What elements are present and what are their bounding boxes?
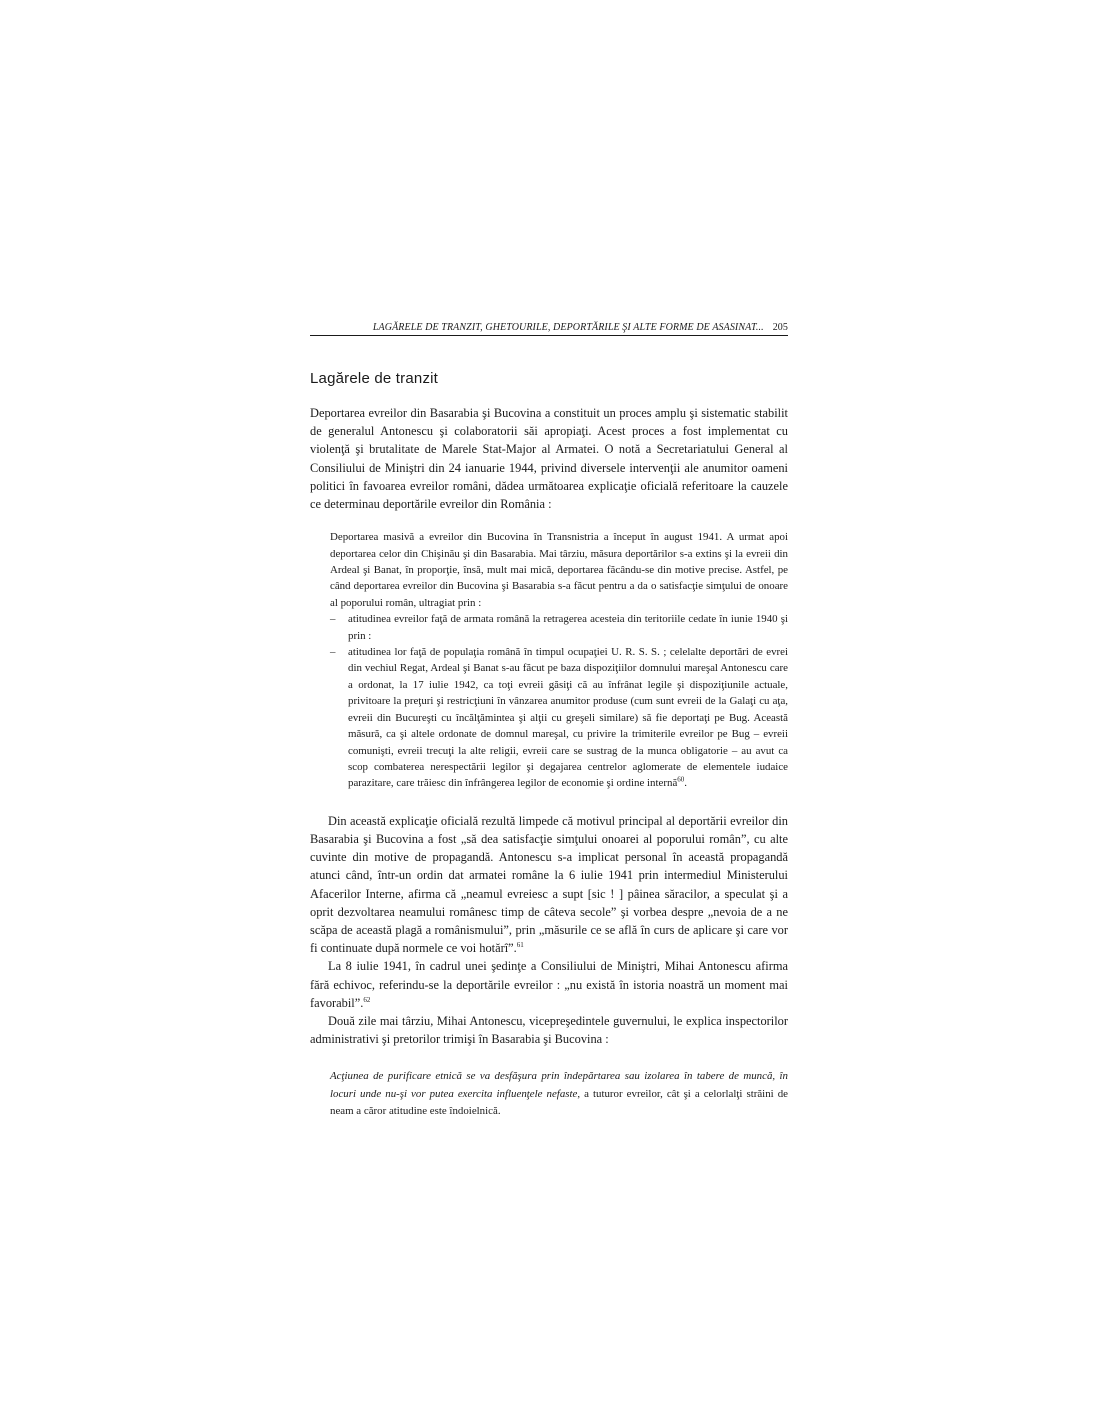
page-number: 205 (772, 322, 788, 333)
block-quote-purification (330, 1068, 788, 1121)
list-dash: – (330, 613, 336, 626)
paragraph-two-days-later: Două zile mai târziu, Mihai Antonescu, vicepreşedintele guvernului, le explica inspectorilor administrativi şi pretorilor trimişi în Basarabia şi Bucovina : (310, 1013, 788, 1047)
quote-list-item (330, 644, 788, 792)
quote-text-lead: Acţiunea de purificare etnică se va desfăşura (330, 1070, 542, 1083)
paragraph-intro: Deportarea evreilor din Basarabia şi Bucovina a constituit un proces amplu şi sistematic stabilit de generalul Antonescu şi colaboratorii săi apropiaţi. Acest proces a fost implementat cu violenţă şi brutalitate de Marele Stat-Major al Armatei. O notă a Secretariatului General al Consiliului de Miniştri din 24 ianuarie 1944, privind diversele intervenţii ale anumitor oameni politici în favoarea evreilor români, dădea următoarea explicaţie oficială referitoare la cauzele ce determinau deportările evreilor din România : (310, 406, 788, 512)
paragraph-council-meeting (310, 957, 788, 1012)
paragraph-text: La 8 iulie 1941, în cadrul unei şedinţe a Consiliului de Miniştri, Mihai Antonescu afirma fără echivoc, referindu-se la deportările evreilor : „nu există în istoria noastră un moment mai favorabil”. (310, 959, 788, 1010)
quote-text-emphasis: prin îndepărtarea sau izolarea în tabere de muncă, în locuri unde nu-şi vor putea exercita influenţele nefaste (330, 1070, 789, 1100)
paragraph-text: Din această explicaţie oficială rezultă limpede că motivul principal al deportării evreilor din Basarabia şi Bucovina a fost „să dea satisfacţie simţului onoarei al poporului român”, cu alte cuvinte din motive de propagandă. Antonescu s-a implicat personal în această propagandă atunci când, într-un ordin dat armatei române la 6 iulie 1941 prin intermediul Ministerului Afacerilor Interne, afirma că „neamul evreiesc a supt [sic ! ] pâinea săracilor, a speculat şi a oprit dezvoltarea neamului românesc timp de câteva secole” şi vorbea despre „nevoia de a ne scăpa de această plagă a românismului”, prin „măsurile ce se află în curs de aplicare şi care vor fi continuate după normele ce voi hotărî”. (310, 813, 788, 956)
block-quote-official-note (330, 529, 788, 792)
running-header (310, 322, 788, 336)
quote-list-item-tail: . (684, 777, 688, 790)
quote-intro: Deportarea masivă a evreilor din Bucovina în Transnistria a început în august 1941. A urmat apoi deportarea celor din Chişinău şi din Basarabia. Mai târziu, măsura deportărilor s-a extins şi la evreii din Ardeal şi Banat, în proporţie, însă, mult mai mică, deportarea făcându-se din motive precise. Astfel, pe când deportarea evreilor din Bucovina şi Basarabia s-a făcut pentru a da o satisfacţie simţului de onoare al poporului român, ultragiat prin : (330, 531, 788, 609)
quote-text-tail: , a tuturor evreilor, cât şi a celorlalţi străini de neam a căror atitudine este îndoielnică. (330, 1087, 788, 1118)
running-title: LAGĂRELE DE TRANZIT, GHETOURILE, DEPORTĂRILE ŞI ALTE FORME DE ASASINAT... (372, 322, 764, 333)
footnote-ref[interactable]: 62 (363, 995, 371, 1004)
book-page (310, 322, 788, 1121)
paragraph-explanation (310, 812, 788, 958)
list-dash: – (330, 646, 336, 659)
footnote-ref[interactable]: 61 (516, 941, 524, 950)
quote-list (330, 611, 788, 791)
quote-list-item-text: atitudinea evreilor faţă de armata română la retragerea acesteia din teritoriile cedate în iunie 1940 şi prin : (348, 613, 788, 642)
quote-list-item (330, 611, 788, 644)
section-heading: Lagărele de tranzit (310, 370, 439, 387)
quote-list-item-text: atitudinea lor faţă de populaţia română în timpul ocupaţiei U. R. S. S. ; celelalte deportări de evrei din vechiul Regat, Ardeal şi Banat s-au făcut pe baza dispoziţiilor domnului mareşal Antonescu care a ordonat, la 17 iulie 1942, ca toţi evreii găsiţi că au înfrânat legile şi dispoziţiunile actuale, privitoare la preţuri şi restricţiuni în vânzarea anumitor produse (cum sunt evreii de la Galaţi cu aţa, evreii din Bucureşti cu încălţămintea şi alţii cu greşeli similare) să fie deportaţi pe Bug. Această măsură, ca şi altele ordonate de domnul mareşal, cu privire la trimiterile evreilor pe Bug – evreii comunişti, evreii trecuţi la alte religii, evreii care se sustrag de la munca obligatorie – au avut ca scop combaterea nerespectării legilor şi degajarea centrelor aglomerate de elementele iudaice parazitare, care trăiesc din înfrângerea legilor de economie şi ordine internă (348, 646, 788, 790)
footnote-ref[interactable]: 60 (677, 775, 685, 784)
